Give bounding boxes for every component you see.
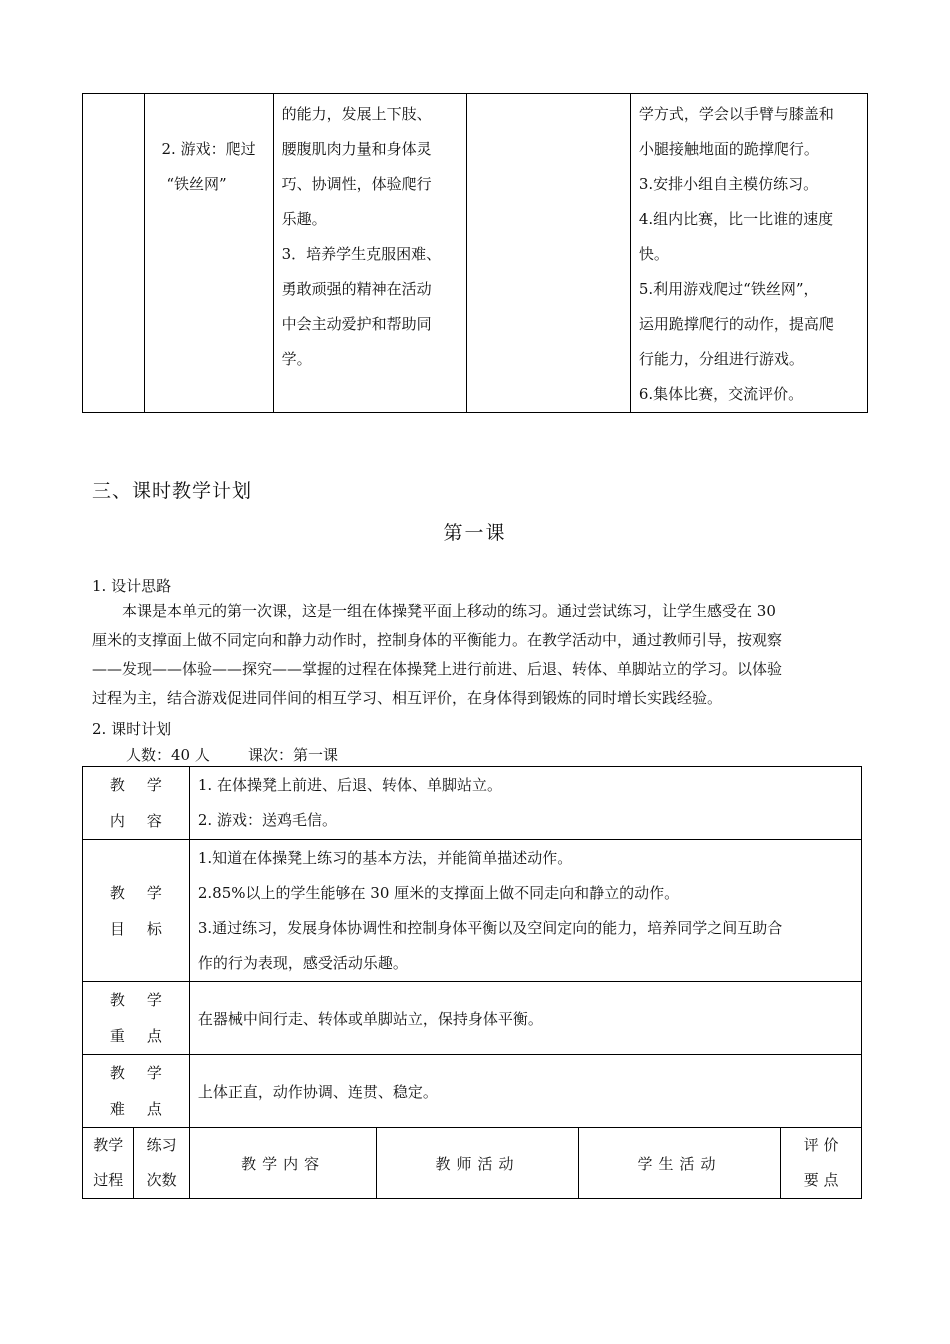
goal-line: 学。 <box>281 350 312 368</box>
section-heading: 三、课时教学计划 <box>92 480 253 502</box>
goals-row <box>83 840 862 982</box>
content-label: 教学 内容 <box>83 767 190 840</box>
continuation-cell-2 <box>144 94 273 413</box>
difficulty-text: 上体正直，动作协调、连贯、稳定。 <box>189 1055 861 1128</box>
goal-line: 勇敢顽强的精神在活动 <box>281 280 432 298</box>
process-header-row <box>83 1128 862 1199</box>
header-process: 教学 过程 <box>83 1128 134 1199</box>
content-row <box>83 767 862 840</box>
activity-line: 5.利用游戏爬过“铁丝网”， <box>638 280 819 298</box>
design-line: 本课是本单元的第一次课，这是一组在体操凳平面上移动的练习。通过尝试练习，让学生感受在 30 <box>122 602 776 620</box>
goals-label: 教学 目标 <box>83 840 190 982</box>
difficulty-row <box>83 1055 862 1128</box>
activity-line: 小腿接触地面的跪撑爬行。 <box>638 140 819 158</box>
game-line-2: “铁丝网” <box>166 175 227 193</box>
continuation-cell-3 <box>273 94 467 413</box>
activity-line: 6.集体比赛，交流评价。 <box>638 385 804 403</box>
key-point-row <box>83 982 862 1055</box>
activity-line: 学方式，学会以手臂与膝盖和 <box>638 105 834 123</box>
continuation-table <box>82 93 868 413</box>
design-line: 厘米的支撑面上做不同定向和静力动作时，控制身体的平衡能力。在教学活动中，通过教师引导，按观察 <box>92 631 783 649</box>
activity-line: 4.组内比赛，比一比谁的速度 <box>638 210 834 228</box>
plan-title: 2. 课时计划 <box>92 720 172 738</box>
key-point-text: 在器械中间行走、转体或单脚站立，保持身体平衡。 <box>189 982 861 1055</box>
difficulty-label: 教学 难点 <box>83 1055 190 1128</box>
lesson-title: 第一课 <box>443 522 507 544</box>
goal-line: 3．培养学生克服困难、 <box>281 245 442 263</box>
header-teaching-content: 教学内容 <box>189 1128 376 1199</box>
continuation-cell-1 <box>83 94 145 413</box>
lesson-plan-table <box>82 766 862 1199</box>
plan-info: 人数：40 人 课次：第一课 <box>126 746 339 764</box>
goal-line: 腰腹肌肉力量和身体灵 <box>281 140 432 158</box>
activity-line: 运用跪撑爬行的动作，提高爬 <box>638 315 834 333</box>
activity-line: 行能力，分组进行游戏。 <box>638 350 804 368</box>
continuation-cell-4 <box>467 94 631 413</box>
goal-line: 的能力，发展上下肢、 <box>281 105 432 123</box>
goal-line: 中会主动爱护和帮助同 <box>281 315 432 333</box>
design-line: 过程为主，结合游戏促进同伴间的相互学习、相互评价，在身体得到锻炼的同时增长实践经验。 <box>92 689 723 707</box>
header-student-activity: 学生活动 <box>578 1128 780 1199</box>
goal-line: 巧、协调性，体验爬行 <box>281 175 432 193</box>
content-text: 1. 在体操凳上前进、后退、转体、单脚站立。 2. 游戏：送鸡毛信。 <box>189 767 861 840</box>
continuation-cell-5 <box>630 94 867 413</box>
key-point-label: 教学 重点 <box>83 982 190 1055</box>
design-paragraph <box>92 597 862 713</box>
goals-text: 1.知道在体操凳上练习的基本方法，并能简单描述动作。 2.85%以上的学生能够在 30 厘米的支撑面上做不同走向和静立的动作。 3.通过练习，发展身体协调性和控制身体平衡以及空间定向的能力，培养同学之间互助合 作的行为表现，感受活动乐趣。 <box>189 840 861 982</box>
header-evaluation: 评 价 要 点 <box>781 1128 862 1199</box>
activity-line: 3.安排小组自主模仿练习。 <box>638 175 819 193</box>
design-title: 1. 设计思路 <box>92 577 172 595</box>
design-line: ——发现——体验——探究——掌握的过程在体操凳上进行前进、后退、转体、单脚站立的学习。以体验 <box>92 660 783 678</box>
activity-line: 快。 <box>638 245 669 263</box>
header-reps: 练习 次数 <box>134 1128 189 1199</box>
goal-line: 乐趣。 <box>281 210 327 228</box>
game-line-1: 2. 游戏：爬过 <box>161 140 256 158</box>
header-teacher-activity: 教师活动 <box>377 1128 578 1199</box>
